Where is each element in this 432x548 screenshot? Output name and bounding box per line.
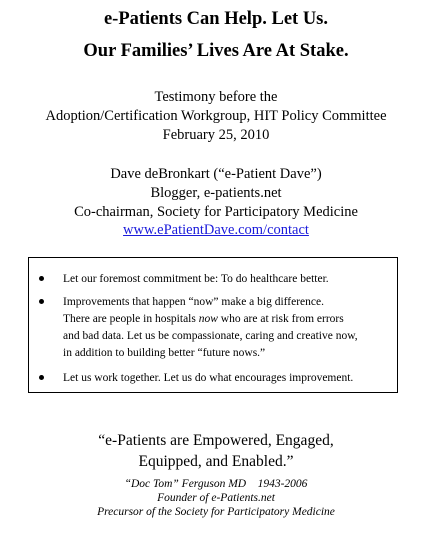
author-role: Co-chairman, Society for Participatory Medicine	[74, 204, 358, 220]
bullet-dot-icon	[39, 276, 44, 281]
title-line-2: Our Families’ Lives Are At Stake.	[83, 41, 349, 61]
quote-line-2: Equipped, and Enabled.”	[138, 453, 294, 470]
quote-line-1: “e-Patients are Empowered, Engaged,	[98, 432, 334, 449]
bullet-text-segment: who are at risk from errors	[217, 313, 344, 325]
testimony-label: Testimony before the	[154, 89, 278, 105]
author-blogger: Blogger, e-patients.net	[150, 185, 282, 201]
attribution-precursor: Precursor of the Society for Participatory Medicine	[97, 506, 335, 518]
bullet-dot-icon	[39, 375, 44, 380]
bullet-text-line	[63, 311, 393, 328]
bullet-dot-icon	[39, 299, 44, 304]
attribution-name: “Doc Tom” Ferguson MD 1943-2006	[124, 478, 308, 490]
title-line-1: e-Patients Can Help. Let Us.	[103, 9, 329, 29]
contact-link[interactable]: www.ePatientDave.com/contact	[123, 222, 309, 238]
author-name: Dave deBronkart (“e-Patient Dave”)	[110, 166, 322, 182]
bullet-text-emphasis: now	[198, 313, 218, 325]
testimony-date: February 25, 2010	[162, 127, 270, 143]
bullet-text: Let us work together. Let us do what encourages improvement.	[63, 372, 354, 384]
bullet-text-line: and bad data. Let us be compassionate, caring and creative now,	[63, 330, 358, 342]
bullet-text-segment: There are people in hospitals	[63, 313, 199, 325]
committee-name: Adoption/Certification Workgroup, HIT Policy Committee	[45, 108, 387, 124]
bullet-text-line: Improvements that happen “now” make a big difference.	[63, 296, 324, 308]
bullet-box	[28, 257, 398, 393]
bullet-text-line: in addition to building better “future nows.”	[63, 347, 266, 359]
bullet-text: Let our foremost commitment be: To do healthcare better.	[63, 273, 329, 285]
bullet-text-block	[63, 294, 393, 362]
attribution-founder: Founder of e-Patients.net	[157, 492, 275, 504]
